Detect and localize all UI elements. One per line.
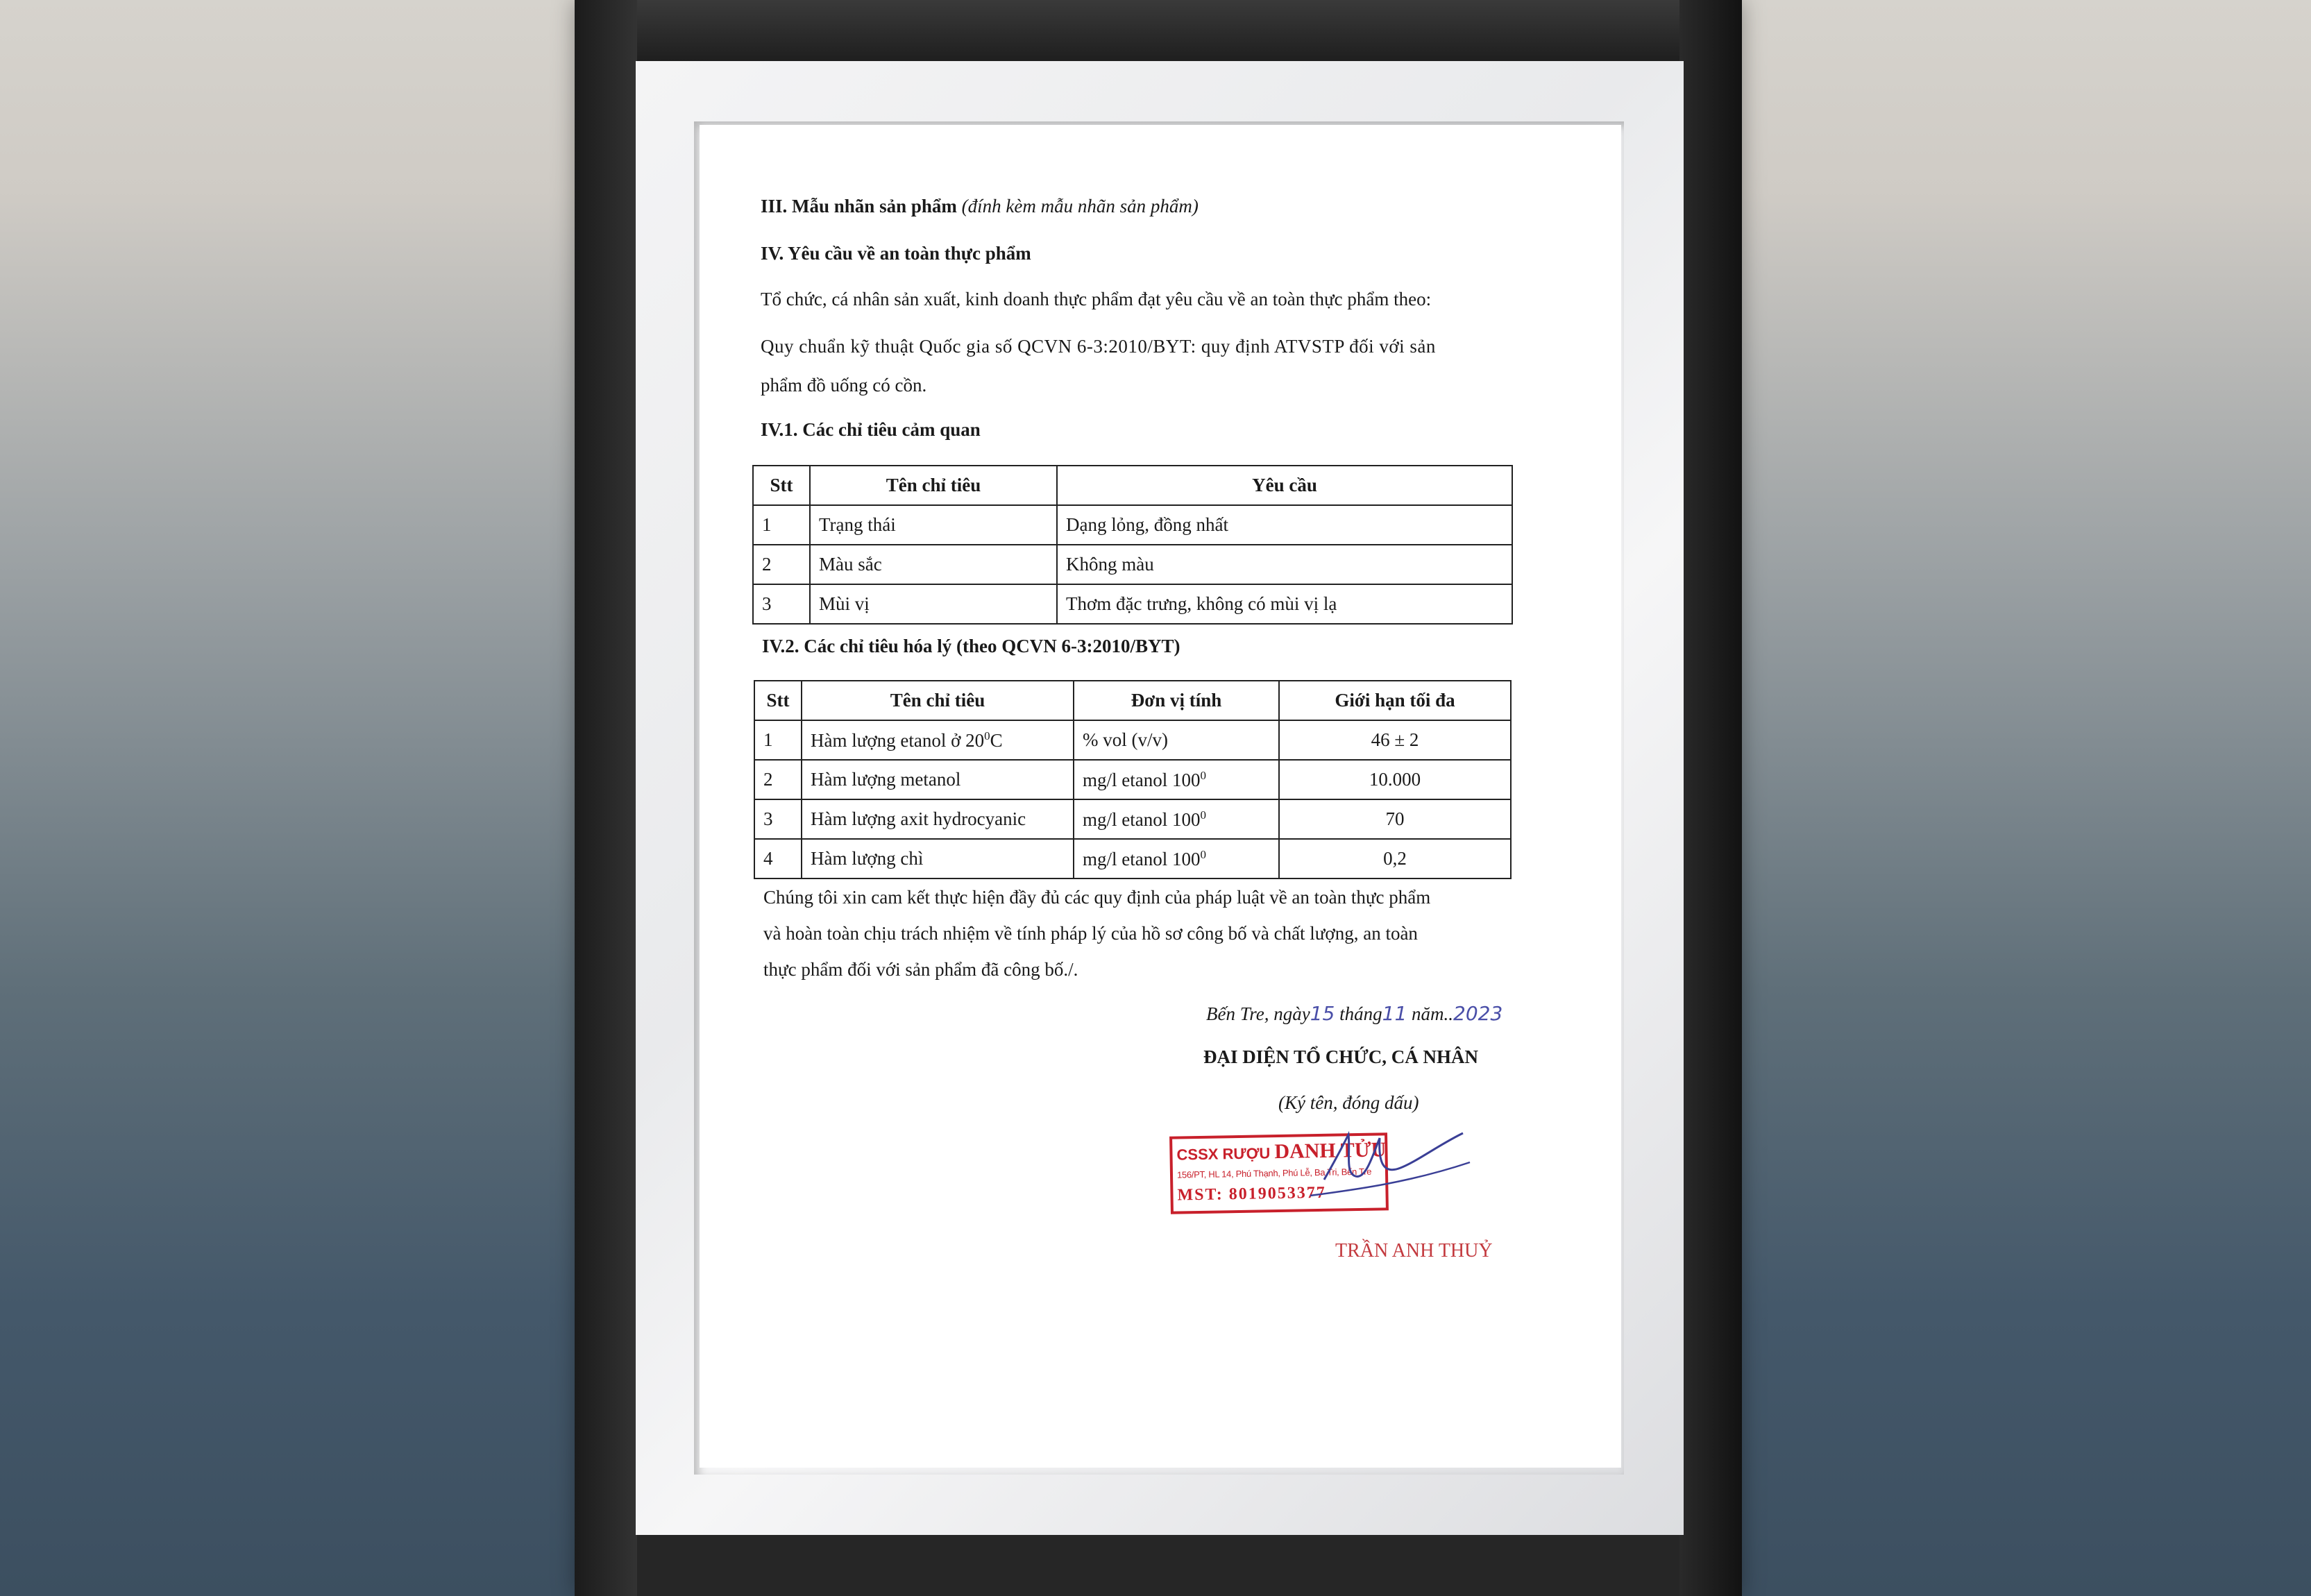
frame-right-edge [1679, 0, 1742, 1596]
section-3-title: III. Mẫu nhãn sản phẩm [761, 196, 957, 217]
table-row [754, 799, 1511, 839]
cell-stt: 3 [753, 584, 810, 624]
cell-requirement: Không màu [1057, 545, 1512, 584]
degree-superscript: 0 [984, 729, 990, 742]
commitment-line2: và hoàn toàn chịu trách nhiệm về tính pháp lý của hồ sơ công bố và chất lượng, an toàn [763, 923, 1418, 944]
cell-name-unit: C [990, 729, 1003, 751]
cell-name: Trạng thái [810, 505, 1057, 545]
cell-name: Hàm lượng chì [802, 839, 1074, 878]
date-day-handwritten: 15 [1310, 1002, 1335, 1025]
stamp-line3: MST: 8019053377 [1177, 1183, 1326, 1205]
cell-unit [1074, 799, 1279, 839]
cell-stt: 2 [753, 545, 810, 584]
physicochemical-criteria-table [754, 680, 1512, 879]
subsection-1-title: IV.1. Các chỉ tiêu cảm quan [761, 419, 981, 440]
table-row [753, 545, 1512, 584]
section-4-standard-line1: Quy chuẩn kỹ thuật Quốc gia số QCVN 6-3:2010/BYT: quy định ATVSTP đối với sản [761, 336, 1436, 357]
cell-name: Mùi vị [810, 584, 1057, 624]
date-year-handwritten: 2023 [1453, 1002, 1503, 1025]
document-page [700, 125, 1621, 1468]
cell-requirement: Dạng lỏng, đồng nhất [1057, 505, 1512, 545]
col-header-stt: Stt [754, 681, 802, 720]
frame-left-edge [575, 0, 637, 1596]
cell-max-limit: 70 [1279, 799, 1511, 839]
stamp-name: DANH TỬU [1274, 1138, 1387, 1164]
representative-title: ĐẠI DIỆN TỔ CHỨC, CÁ NHÂN [1203, 1046, 1479, 1067]
cell-unit: % vol (v/v) [1074, 720, 1279, 760]
date-year-label: năm.. [1412, 1003, 1454, 1024]
signature-icon [1296, 1114, 1477, 1211]
section-4-standard-line2: phẩm đồ uống có cồn. [761, 375, 927, 396]
cell-requirement: Thơm đặc trưng, không có mùi vị lạ [1057, 584, 1512, 624]
degree-superscript: 0 [1200, 768, 1206, 782]
date-prefix: Bến Tre, ngày [1206, 1003, 1310, 1024]
cell-unit-text: mg/l etanol 100 [1083, 848, 1201, 869]
cell-unit-text: mg/l etanol 100 [1083, 769, 1201, 790]
cell-stt: 3 [754, 799, 802, 839]
commitment-line1: Chúng tôi xin cam kết thực hiện đầy đủ các quy định của pháp luật về an toàn thực phẩm [763, 887, 1431, 908]
col-header-max-limit: Giới hạn tối đa [1279, 681, 1511, 720]
cell-stt: 1 [753, 505, 810, 545]
cell-name-text: Hàm lượng etanol ở 20 [811, 729, 985, 751]
cell-max-limit: 0,2 [1279, 839, 1511, 878]
cell-max-limit: 10.000 [1279, 760, 1511, 799]
date-month-handwritten: 11 [1382, 1002, 1407, 1025]
subsection-2-title: IV.2. Các chỉ tiêu hóa lý (theo QCVN 6-3:2010/BYT) [762, 636, 1180, 656]
col-header-requirement: Yêu cầu [1057, 466, 1512, 505]
cell-name: Hàm lượng metanol [802, 760, 1074, 799]
cell-name: Hàm lượng axit hydrocyanic [802, 799, 1074, 839]
cell-stt: 2 [754, 760, 802, 799]
col-header-name: Tên chỉ tiêu [802, 681, 1074, 720]
sensory-criteria-table [752, 465, 1513, 625]
table-row [753, 505, 1512, 545]
section-4-intro: Tổ chức, cá nhân sản xuất, kinh doanh thực phẩm đạt yêu cầu về an toàn thực phẩm theo: [761, 289, 1432, 309]
cell-stt: 1 [754, 720, 802, 760]
cell-name [802, 720, 1074, 760]
stamp-line2: 156/PT, HL 14, Phú Thạnh, Phú Lễ, Ba Tri, Bến Tre [1176, 1166, 1372, 1180]
table-row [754, 720, 1511, 760]
table-row [754, 839, 1511, 878]
cell-stt: 4 [754, 839, 802, 878]
section-3-note: (đính kèm mẫu nhãn sản phẩm) [961, 196, 1199, 217]
table-header-row [754, 681, 1511, 720]
table-header-row [753, 466, 1512, 505]
col-header-stt: Stt [753, 466, 810, 505]
table-row [753, 584, 1512, 624]
cell-unit [1074, 839, 1279, 878]
col-header-name: Tên chỉ tiêu [810, 466, 1057, 505]
section-4-title: IV. Yêu cầu về an toàn thực phẩm [761, 243, 1031, 264]
commitment-line3: thực phẩm đối với sản phẩm đã công bố./. [763, 959, 1078, 980]
date-month-label: tháng [1339, 1003, 1382, 1024]
cell-unit [1074, 760, 1279, 799]
degree-superscript: 0 [1200, 847, 1206, 861]
stamp-prefix: CSSX RƯỢU [1176, 1144, 1271, 1164]
frame-top-edge [575, 0, 1742, 62]
cell-max-limit: 46 ± 2 [1279, 720, 1511, 760]
table-row [754, 760, 1511, 799]
place-date-line [1206, 1002, 1502, 1025]
col-header-unit: Đơn vị tính [1074, 681, 1279, 720]
cell-name: Màu sắc [810, 545, 1057, 584]
cell-unit-text: mg/l etanol 100 [1083, 808, 1201, 830]
degree-superscript: 0 [1200, 808, 1206, 822]
signer-name: TRẦN ANH THUỶ [1335, 1240, 1493, 1262]
representative-note: (Ký tên, đóng dấu) [1278, 1092, 1419, 1113]
section-3-heading [761, 196, 1199, 217]
